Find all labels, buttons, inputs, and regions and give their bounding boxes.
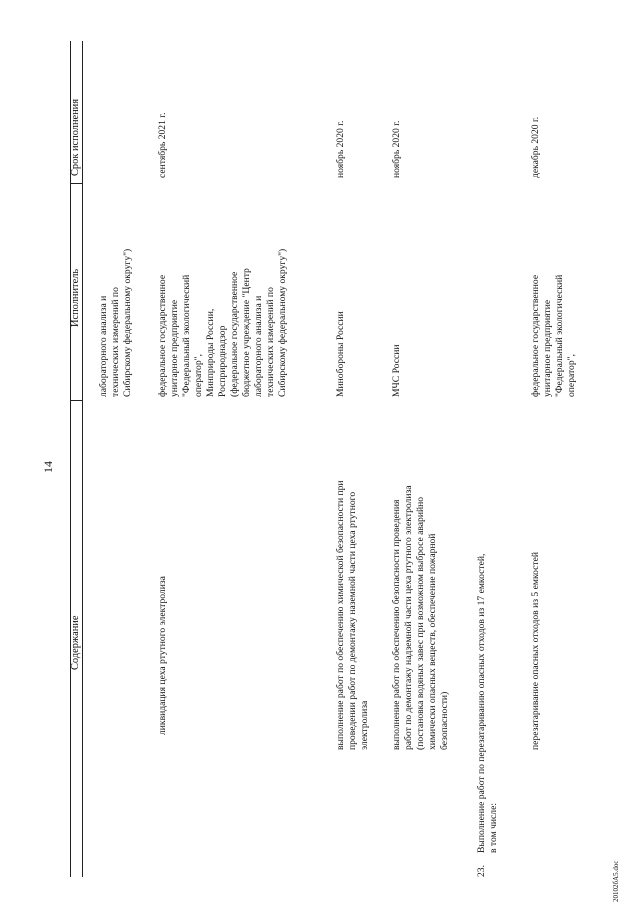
executor-line: оператор",	[193, 354, 204, 397]
content-line: в том числе:	[488, 802, 499, 853]
content-line: Выполнение работ по перезатариванию опасных отходов из 17 емкостей,	[476, 553, 487, 853]
content-line: выполнение работ по обеспечению безопасности проведения	[391, 499, 402, 750]
content-line: химически опасных веществ, обеспечение пожарной	[427, 533, 438, 750]
header-bottom-rule	[82, 41, 83, 877]
executor-line: оператор",	[566, 354, 577, 397]
content-line: ликвидация цеха ртутного электролиза	[157, 576, 168, 735]
executor-line: Минприроды России,	[205, 308, 216, 397]
header-executor: Исполнитель	[70, 268, 81, 327]
content-line: работ по демонтажу надземной части цеха ртутного электролиза	[403, 485, 414, 750]
deadline-cell: ноябрь 2020 г.	[391, 120, 402, 178]
executor-line: технических измерений по	[110, 287, 121, 397]
content-line: перезатаривание опасных отходов из 5 емкостей	[530, 552, 541, 750]
row-number: 23.	[476, 865, 487, 877]
executor-line: унитарное предприятие	[169, 299, 180, 397]
executor-line: "Федеральный экологический	[554, 274, 565, 397]
executor-line: Минобороны России	[335, 311, 346, 397]
content-line: электролиза	[359, 700, 370, 750]
executor-line: (федеральное государственное	[229, 271, 240, 397]
col-divider-1	[70, 400, 83, 401]
deadline-cell: ноябрь 2020 г.	[335, 120, 346, 178]
content-line: (постановка водяных завес при возможном выбросе аварийно	[415, 496, 426, 750]
executor-line: бюджетное учреждение "Центр	[241, 268, 252, 397]
executor-line: технических измерений по	[265, 287, 276, 397]
executor-line: "Федеральный экологический	[181, 274, 192, 397]
executor-line: Сибирскому федеральному округу")	[277, 248, 288, 397]
executor-line: лабораторного анализа и	[253, 295, 264, 397]
executor-line: Сибирскому федеральному округу")	[122, 248, 133, 397]
executor-line: лабораторного анализа и	[98, 295, 109, 397]
content-line: проведении работ по демонтажу наземной части цеха ртутного	[347, 491, 358, 750]
executor-line: МЧС России	[391, 344, 402, 397]
content-line: безопасности)	[439, 691, 450, 750]
executor-line: федеральное государственное	[157, 274, 168, 397]
executor-line: унитарное предприятие	[542, 299, 553, 397]
deadline-cell: декабрь 2020 г.	[530, 116, 541, 178]
content-line: выполнение работ по обеспечению химической безопасности при	[335, 480, 346, 750]
col-divider-2	[70, 183, 83, 184]
executor-line: Росприроднадзор	[217, 325, 228, 397]
page-number: 14	[41, 461, 55, 473]
executor-line: федеральное государственное	[530, 274, 541, 397]
document-code: 20102бА5.doc	[612, 860, 620, 902]
header-deadline: Срок исполнения	[70, 98, 81, 176]
header-content: Содержание	[70, 615, 81, 670]
deadline-cell: сентябрь 2021 г.	[157, 112, 168, 178]
